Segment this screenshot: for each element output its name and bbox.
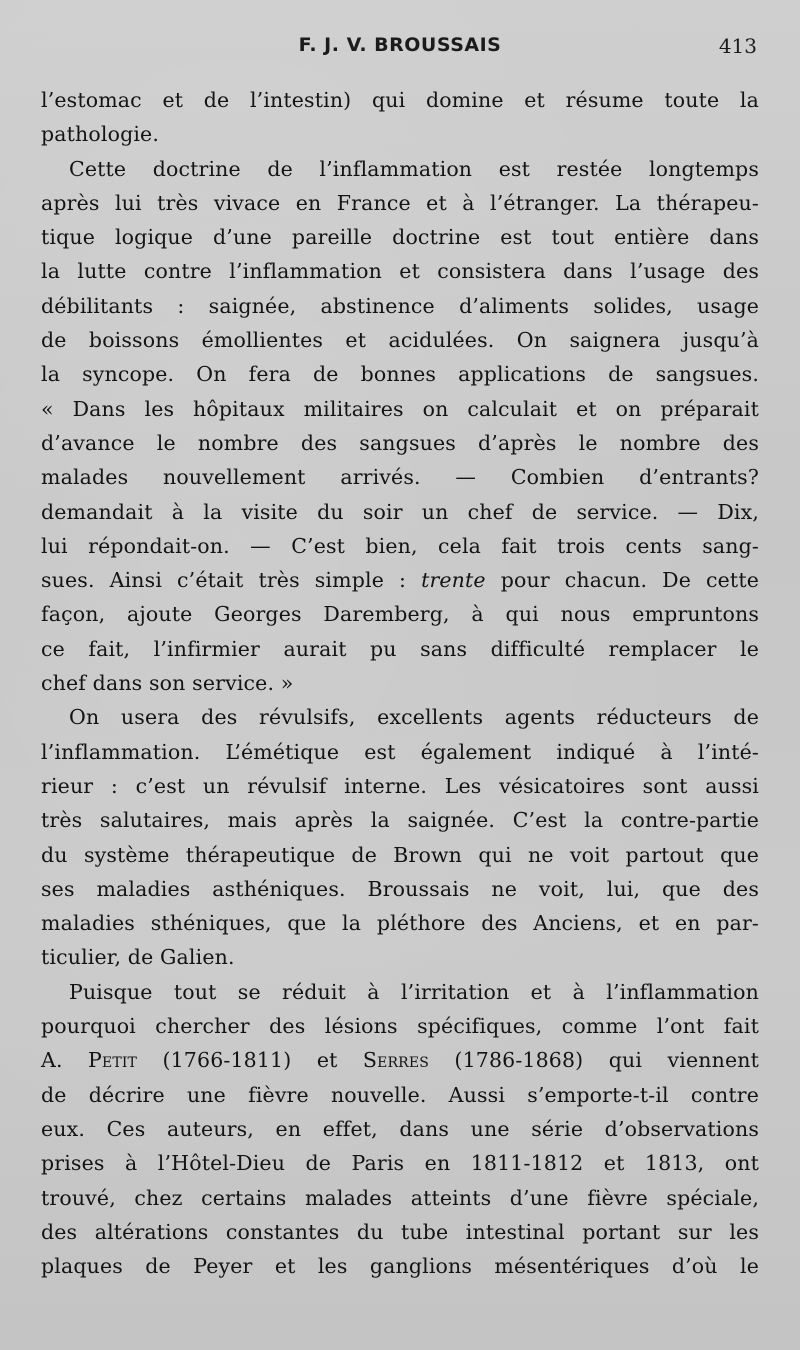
text-line: après lui très vivace en France et à l’étranger. La thérapeu- [41,190,759,215]
paragraph-start-line: Cette doctrine de l’inflammation est restée longtemps [69,156,759,181]
text-line: la syncope. On fera de bonnes applications de sangsues. [41,362,759,387]
text-line: trouvé, chez certains malades atteints d’une fièvre spéciale, [41,1185,759,1210]
text-line: la lutte contre l’inflammation et consistera dans l’usage des [41,259,759,284]
text-line: eux. Ces auteurs, en effet, dans une série d’observations [41,1116,759,1141]
author-name: Serres [362,1048,429,1073]
text-line: l’inflammation. L’émétique est également indiqué à l’inté- [41,739,759,764]
text-segment: sues. Ainsi c’était très simple : [41,568,422,593]
text-line: façon, ajoute Georges Daremberg, à qui nous empruntons [41,602,759,627]
text-line: de boissons émollientes et acidulées. On saignera jusqu’à [41,328,759,353]
page-number: 413 [718,34,757,58]
text-line: l’estomac et de l’intestin) qui domine et résume toute la [41,88,759,112]
text-line: ce fait, l’infirmier aurait pu sans difficulté remplacer le [41,636,759,661]
text-line: des altérations constantes du tube intestinal portant sur les [41,1219,759,1244]
paragraph-start-line: Puisque tout se réduit à l’irritation et à l’inflammation [69,979,759,1004]
text-line: maladies sthéniques, que la pléthore des Anciens, et en par- [41,911,759,936]
text-line: malades nouvellement arrivés. — Combien d’entrants? [41,465,759,490]
text-line: prises à l’Hôtel-Dieu de Paris en 1811-1812 et 1813, ont [41,1151,759,1176]
text-line: du système thérapeutique de Brown qui ne voit partout que [41,842,759,867]
text-line: très salutaires, mais après la saignée. C’est la contre-partie [41,808,759,833]
text-line: d’avance le nombre des sangsues d’après le nombre des [41,430,759,455]
text-line: plaques de Peyer et les ganglions mésentériques d’où le [41,1254,759,1279]
paragraph-start-line: On usera des révulsifs, excellents agents réducteurs de [69,705,759,730]
author-name: A. Petit [41,1048,138,1073]
running-title: F. J. V. BROUSSAIS [298,34,502,56]
text-line: « Dans les hôpitaux militaires on calculait et on préparait [41,396,759,421]
running-header [0,34,800,64]
text-line: débilitants : saignée, abstinence d’aliments solides, usage [41,293,759,318]
text-line: demandait à la visite du soir un chef de service. — Dix, [41,499,759,524]
text-segment: (1766-1811) et [137,1048,363,1073]
text-line: rieur : c’est un révulsif interne. Les vésicatoires sont aussi [41,773,759,798]
text-line: de décrire une fièvre nouvelle. Aussi s’emporte-t-il contre [41,1082,759,1107]
text-line: chef dans son service. » [41,671,294,696]
text-line: lui répondait-on. — C’est bien, cela fait trois cents sang- [41,533,759,558]
body-text [41,83,759,1283]
text-line: pourquoi chercher des lésions spécifiques, comme l’ont fait [41,1014,759,1039]
text-segment: pour chacun. De cette [485,568,759,593]
text-line-with-italic [41,563,759,597]
text-segment: (1786-1868) qui viennent [428,1048,759,1073]
text-line: tique logique d’une pareille doctrine est tout entière dans [41,225,759,250]
text-line: ticulier, de Galien. [41,945,235,970]
text-line-with-names [41,1043,759,1077]
text-line: pathologie. [41,122,160,147]
text-line: ses maladies asthéniques. Broussais ne voit, lui, que des [41,876,759,901]
italic-word: trente [421,568,486,593]
